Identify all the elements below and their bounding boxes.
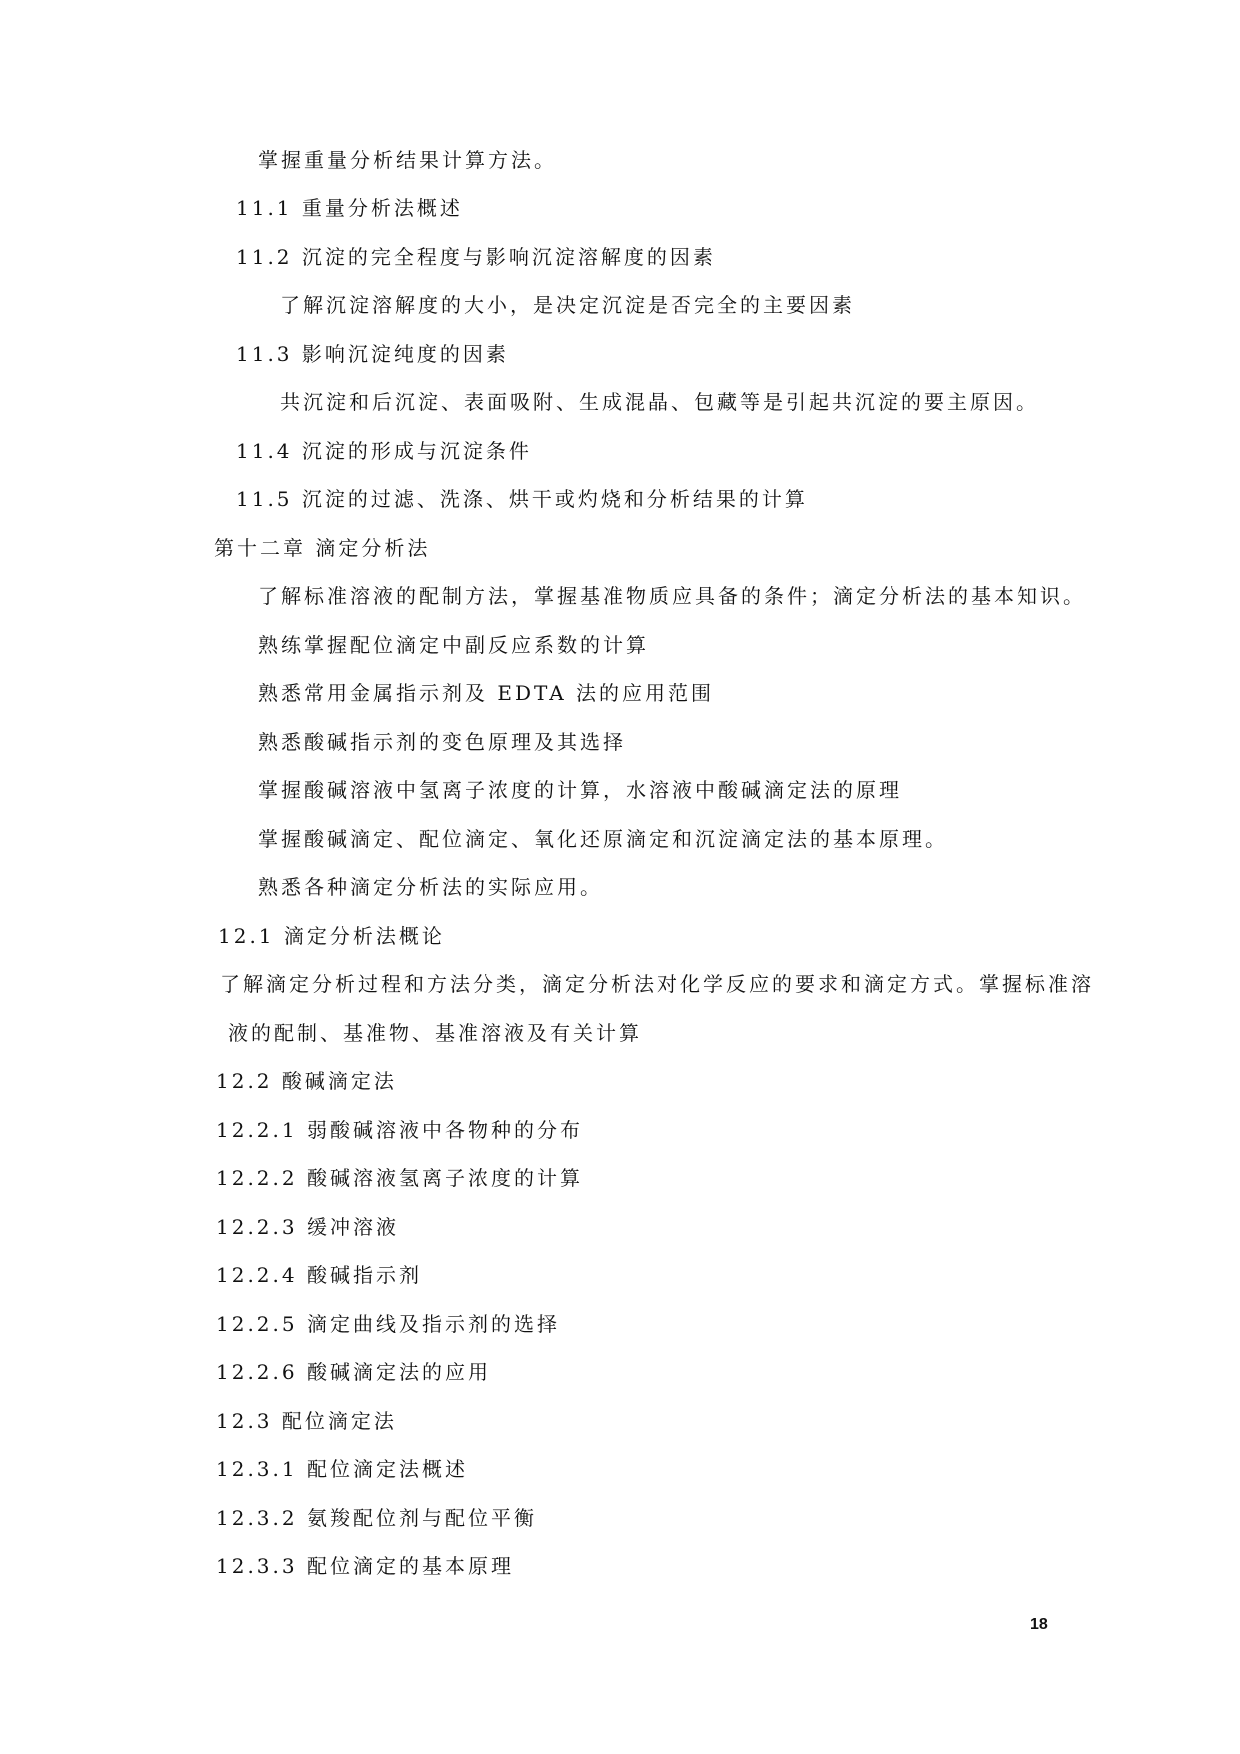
- section-11-2-description: 了解沉淀溶解度的大小，是决定沉淀是否完全的主要因素: [280, 293, 855, 317]
- section-12-2-4-heading: 12.2.4 酸碱指示剂: [216, 1263, 422, 1287]
- section-12-2-heading: 12.2 酸碱滴定法: [216, 1069, 397, 1093]
- section-11-2-heading: 11.2 沉淀的完全程度与影响沉淀溶解度的因素: [236, 245, 716, 269]
- page-number: 18: [1030, 1616, 1048, 1633]
- section-12-2-2-heading: 12.2.2 酸碱溶液氢离子浓度的计算: [216, 1166, 583, 1190]
- chapter-12-objective-4: 熟悉酸碱指示剂的变色原理及其选择: [258, 730, 626, 754]
- section-12-2-3-heading: 12.2.3 缓冲溶液: [216, 1215, 399, 1239]
- section-12-1-description-line-2: 液的配制、基准物、基准溶液及有关计算: [228, 1021, 642, 1045]
- section-11-3-description: 共沉淀和后沉淀、表面吸附、生成混晶、包藏等是引起共沉淀的要主原因。: [280, 390, 1039, 414]
- objective-gravimetric-calc: 掌握重量分析结果计算方法。: [258, 148, 557, 172]
- section-12-3-3-heading: 12.3.3 配位滴定的基本原理: [216, 1554, 514, 1578]
- chapter-12-objective-3: 熟悉常用金属指示剂及 EDTA 法的应用范围: [258, 681, 715, 705]
- section-11-5-heading: 11.5 沉淀的过滤、洗涤、烘干或灼烧和分析结果的计算: [236, 487, 808, 511]
- chapter-12-objective-2: 熟练掌握配位滴定中副反应系数的计算: [258, 633, 649, 657]
- chapter-12-objective-5: 掌握酸碱溶液中氢离子浓度的计算，水溶液中酸碱滴定法的原理: [258, 778, 902, 802]
- section-12-3-2-heading: 12.3.2 氨羧配位剂与配位平衡: [216, 1506, 537, 1530]
- section-12-2-5-heading: 12.2.5 滴定曲线及指示剂的选择: [216, 1312, 560, 1336]
- chapter-12-title: 第十二章 滴定分析法: [214, 536, 431, 560]
- section-11-3-heading: 11.3 影响沉淀纯度的因素: [236, 342, 509, 366]
- section-12-1-heading: 12.1 滴定分析法概论: [218, 924, 445, 948]
- section-11-4-heading: 11.4 沉淀的形成与沉淀条件: [236, 439, 532, 463]
- section-12-2-6-heading: 12.2.6 酸碱滴定法的应用: [216, 1360, 491, 1384]
- section-12-1-description-line-1: 了解滴定分析过程和方法分类，滴定分析法对化学反应的要求和滴定方式。掌握标准溶: [220, 972, 1094, 996]
- chapter-12-objective-6: 掌握酸碱滴定、配位滴定、氧化还原滴定和沉淀滴定法的基本原理。: [258, 827, 948, 851]
- section-11-1-heading: 11.1 重量分析法概述: [236, 196, 463, 220]
- chapter-12-objective-1: 了解标准溶液的配制方法，掌握基准物质应具备的条件；滴定分析法的基本知识。: [258, 584, 1086, 608]
- section-12-3-1-heading: 12.3.1 配位滴定法概述: [216, 1457, 468, 1481]
- section-12-3-heading: 12.3 配位滴定法: [216, 1409, 397, 1433]
- chapter-12-objective-7: 熟悉各种滴定分析法的实际应用。: [258, 875, 603, 899]
- section-12-2-1-heading: 12.2.1 弱酸碱溶液中各物种的分布: [216, 1118, 583, 1142]
